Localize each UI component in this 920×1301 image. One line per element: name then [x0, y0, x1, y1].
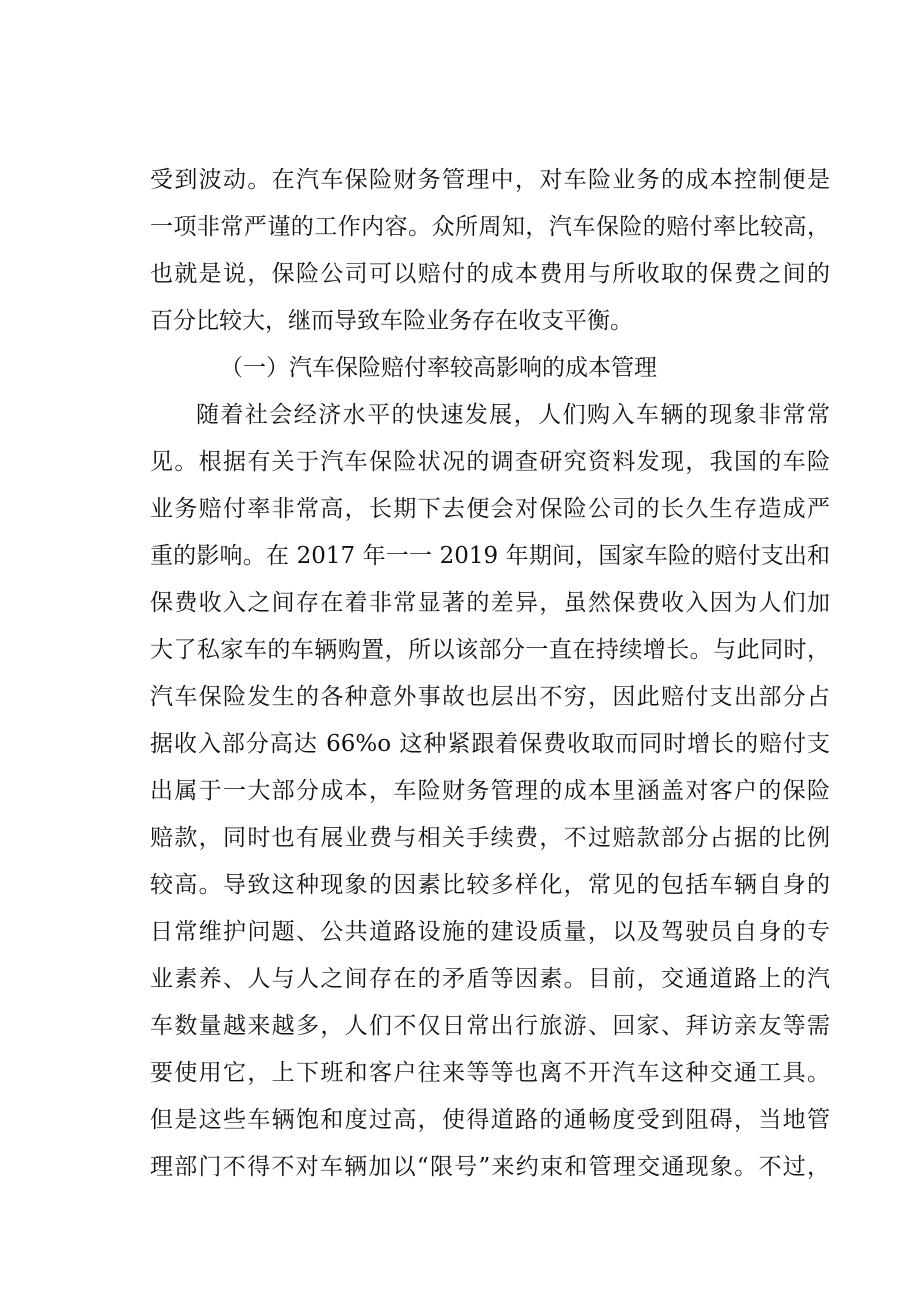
- paragraph2-line-6: 大了私家车的车辆购置，所以该部分一直在持续增长。与此同时，: [150, 637, 830, 663]
- paragraph2-line-8: 据收入部分高达 66%o 这种紧跟着保费收取而同时增长的赔付支: [150, 731, 830, 757]
- paragraph2-line-15: 要使用它，上下班和客户往来等等也离不开汽车这种交通工具。: [150, 1060, 830, 1086]
- paragraph2-line-1: 随着社会经济水平的快速发展，人们购入车辆的现象非常常: [196, 402, 830, 428]
- paragraph2-line-11: 较高。导致这种现象的因素比较多样化，常见的包括车辆自身的: [150, 872, 830, 898]
- paragraph2-line-12: 日常维护问题、公共道路设施的建设质量，以及驾驶员自身的专: [150, 919, 830, 945]
- paragraph2-line-3: 业务赔付率非常高，长期下去便会对保险公司的长久生存造成严: [150, 496, 830, 522]
- section-heading: （一）汽车保险赔付率较高影响的成本管理: [220, 355, 657, 381]
- paragraph2-line-4: 重的影响。在 2017 年一一 2019 年期间，国家车险的赔付支出和: [150, 543, 830, 569]
- paragraph2-line-9: 出属于一大部分成本，车险财务管理的成本里涵盖对客户的保险: [150, 778, 830, 804]
- paragraph2-line-5: 保费收入之间存在着非常显著的差异，虽然保费收入因为人们加: [150, 590, 830, 616]
- paragraph2-line-14: 车数量越来越多，人们不仅日常出行旅游、回家、拜访亲友等需: [150, 1013, 830, 1039]
- paragraph2-line-7: 汽车保险发生的各种意外事故也层出不穷，因此赔付支出部分占: [150, 684, 830, 710]
- paragraph1-line-3: 也就是说，保险公司可以赔付的成本费用与所收取的保费之间的: [150, 261, 830, 287]
- paragraph2-line-13: 业素养、人与人之间存在的矛盾等因素。目前，交通道路上的汽: [150, 966, 830, 992]
- paragraph2-line-10: 赔款，同时也有展业费与相关手续费，不过赔款部分占据的比例: [150, 825, 830, 851]
- paragraph1-line-2: 一项非常严谨的工作内容。众所周知，汽车保险的赔付率比较高，: [150, 214, 830, 240]
- paragraph1-line-1: 受到波动。在汽车保险财务管理中，对车险业务的成本控制便是: [150, 167, 830, 193]
- paragraph2-line-2: 见。根据有关于汽车保险状况的调查研究资料发现，我国的车险: [150, 449, 830, 475]
- paragraph2-line-16: 但是这些车辆饱和度过高，使得道路的通畅度受到阻碍，当地管: [150, 1107, 830, 1133]
- paragraph2-line-17: 理部门不得不对车辆加以“限号”来约束和管理交通现象。不过，: [150, 1154, 830, 1180]
- paragraph1-line-4: 百分比较大，继而导致车险业务存在收支平衡。: [150, 308, 633, 334]
